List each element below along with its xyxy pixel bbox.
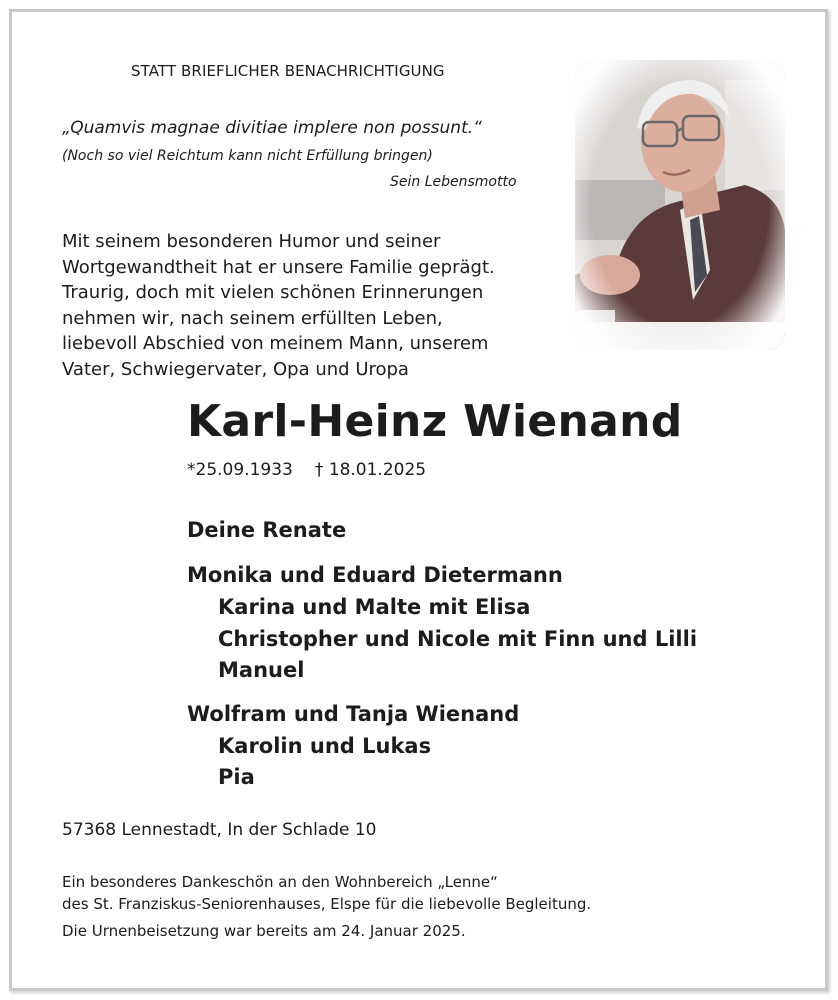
latin-quote: „Quamvis magnae divitiae implere non possunt.“: [62, 118, 482, 138]
portrait-photo: [575, 60, 785, 350]
intro-line: Wortgewandtheit hat er unsere Familie geprägt.: [62, 256, 495, 278]
intro-line: Traurig, doch mit vielen schönen Erinnerungen: [62, 282, 484, 304]
intro-line: Vater, Schwiegervater, Opa und Uropa: [62, 358, 409, 380]
motto-label: Sein Lebensmotto: [390, 174, 517, 190]
thanks-text: [62, 871, 591, 915]
life-dates: [187, 460, 426, 480]
quote-translation: (Noch so viel Reichtum kann nicht Erfüllung bringen): [62, 148, 433, 164]
mourner-group1-head: Monika und Eduard Dietermann: [187, 563, 563, 587]
notice-heading: STATT BRIEFLICHER BENACHRICHTIGUNG: [131, 62, 445, 80]
portrait-illustration: [575, 60, 785, 350]
mourner-group2-member: Karolin und Lukas: [218, 734, 432, 758]
intro-text: [62, 229, 582, 383]
thanks-line: des St. Franziskus-Seniorenhauses, Elspe für die liebevolle Begleitung.: [62, 895, 592, 913]
intro-line: nehmen wir, nach seinem erfüllten Leben,: [62, 307, 443, 329]
deceased-name: Karl-Heinz Wienand: [187, 396, 683, 447]
mourner-group1-member: Karina und Malte mit Elisa: [218, 595, 531, 619]
mourner-group2-member: Pia: [218, 765, 255, 789]
mourner-spouse: Deine Renate: [187, 518, 347, 542]
intro-line: liebevoll Abschied von meinem Mann, unserem: [62, 333, 489, 355]
mourner-group2-head: Wolfram und Tanja Wienand: [187, 702, 520, 726]
thanks-line: Ein besonderes Dankeschön an den Wohnbereich „Lenne“: [62, 873, 498, 891]
intro-line: Mit seinem besonderen Humor und seiner: [62, 231, 441, 252]
death-date: † 18.01.2025: [314, 460, 427, 480]
mourner-group1-member: Christopher und Nicole mit Finn und Lilli: [218, 627, 698, 651]
address: 57368 Lennestadt, In der Schlade 10: [62, 820, 377, 840]
birth-date: *25.09.1933: [187, 460, 293, 480]
burial-note: Die Urnenbeisetzung war bereits am 24. Januar 2025.: [62, 922, 466, 940]
mourner-group1-member: Manuel: [218, 658, 305, 682]
